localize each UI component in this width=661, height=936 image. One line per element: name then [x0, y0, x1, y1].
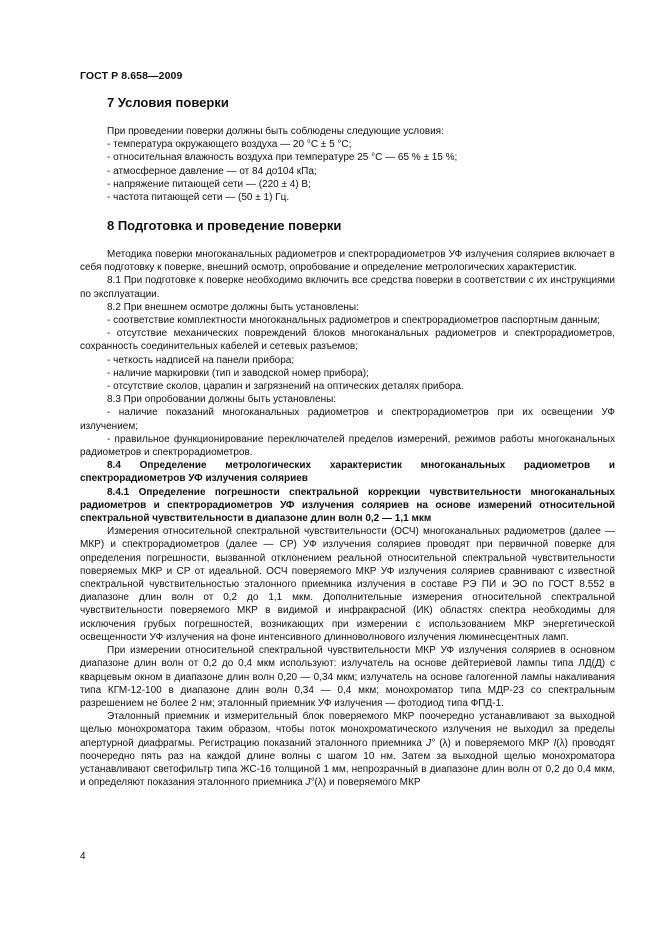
section-7-intro: При проведении поверки должны быть соблюдены следующие условия: — [107, 126, 444, 137]
procedure-text: (λ) и поверяемого МКР — [435, 737, 554, 749]
list-item: - наличие показаний многоканальных радиометров и спектрорадиометров при их освещении УФ излучением; — [80, 407, 615, 432]
paragraph-8-2: 8.2 При внешнем осмотре должны быть установлены: — [107, 301, 359, 313]
list-item: - наличие маркировки (тип и заводской номер прибора); — [107, 367, 369, 379]
list-item: - правильное функционирование переключателей пределов измерений, режимов работы многоканальных радиометров и спектрорадиометров. — [80, 433, 615, 459]
section-8-intro: Методика поверки многоканальных радиометров и спектрорадиометров УФ излучения соляриев включает в себя подготовку к поверке, внешний осмотр, опробование и определение метрологических характеристик. — [80, 249, 615, 274]
section-8-title: 8 Подготовка и проведение поверки — [107, 218, 342, 233]
condition-item: - температура окружающего воздуха — 20 °С ± 5 °С; — [107, 139, 352, 151]
paragraph-8-3: 8.3 При опробовании должны быть установлены: — [107, 394, 337, 406]
procedure-text: Эталонный приемник и измерительный блок поверяемого МКР поочередно устанавливают за выходной щелью монохроматора таким образом, чтобы поток монохроматического излучения не выходил за пределы апертурной диафрагмы. Регистрацию показаний эталонного приемника — [80, 711, 615, 749]
paragraph-osch: Измерения относительной спектральной чувствительности (ОСЧ) многоканальных радиометров (далее — МКР) и спектрорадиометров (далее — СР) УФ излучения соляриев проводят при первичной поверке для определения погрешности, вызванной отклонением реальной относительной спектральной чувствительности поверяемых МКР и СР от идеальной. ОСЧ поверяемого МКР УФ излучения соляриев сравнивают с известной спектральной чувствительностью эталонного приемника излучения в составе РЭ ПИ и ЭО по ГОСТ 8.552 в диапазоне длин волн от 0,2 до 1,1 мкм. Дополнительные измерения относительной спектральной чувствительности поверяемого МКР в видимой и инфракрасной (ИК) областях спектра необходимы для исключения грубых погрешностей, возникающих при измерении с использованием МКР энергетической освещенности УФ излучения на фоне интенсивного длинноволнового излучения люминесцентных ламп. — [80, 526, 615, 643]
condition-item: - частота питающей сети — (50 ± 1) Гц. — [107, 192, 290, 204]
section-7-body — [80, 125, 615, 204]
document-header: ГОСТ Р 8.658—2009 — [80, 70, 183, 82]
condition-item: - напряжение питающей сети — (220 ± 4) В; — [107, 178, 311, 190]
paragraph-8-4-1-heading: 8.4.1 Определение погрешности спектральной коррекции чувствительности многоканальных радиометров и спектрорадиометров УФ излучения соляриев на основе измерений относительной спектральной чувствительности в диапазоне длин волн 0,2 — 1,1 мкм — [80, 486, 615, 525]
list-item: - соответствие комплектности многоканальных радиометров и спектрорадиометров паспортным данным; — [107, 315, 601, 327]
symbol-i: I — [553, 737, 557, 749]
list-item: - четкость надписей на панели прибора; — [107, 354, 295, 366]
section-8-body — [80, 248, 615, 789]
procedure-text: (λ) проводят поочередно пять раз на каждой длине волны с шагом 10 нм. Затем за выходной щелью монохроматора устанавливают светофильтр типа ЖС-16 толщиной 1 мм, непрозрачный в диапазоне длин волн от 0,2 до 0,4 мкм, и определяют показания эталонного приемника — [80, 737, 615, 789]
procedure-text: (λ) и поверяемого МКР — [314, 777, 421, 789]
paragraph-8-1: 8.1 При подготовке к поверке необходимо включить все средства поверки в соответствии с их инструкциями по эксплуатации. — [80, 275, 615, 300]
condition-item: - атмосферное давление — от 84 до104 кПа; — [107, 165, 317, 177]
section-7-title: 7 Условия поверки — [107, 95, 229, 110]
page-number: 4 — [80, 851, 86, 862]
symbol-j0: J° — [305, 777, 315, 789]
list-item: - отсутствие механических повреждений блоков многоканальных радиометров и спектрорадиометров, сохранность соединительных кабелей и сетевых разъемов; — [80, 328, 615, 353]
list-item: - отсутствие сколов, царапин и загрязнений на оптических деталях прибора. — [107, 381, 464, 393]
symbol-j0: J° — [426, 737, 436, 749]
paragraph-8-4-heading: 8.4 Определение метрологических характеристик многоканальных радиометров и спектрорадиометров УФ излучения соляриев — [80, 460, 615, 485]
paragraph-measurement-setup: При измерении относительной спектральной чувствительности МКР УФ излучения соляриев в основном диапазоне длин волн от 0,2 до 0,4 мкм используют: излучатель на основе дейтериевой лампы типа ЛД(Д) с кварцевым окном в диапазоне длин волн 0,20 — 0,34 мкм; излучатель на основе галогенной лампы накаливания типа КГМ-12-100 в диапазоне длин волн 0,34 — 0,4 мкм; монохроматор типа МДР-23 со спектральным разрешением не более 2 нм; эталонный приемник УФ излучения — фотодиод типа ФПД-1. — [80, 645, 615, 709]
paragraph-procedure — [80, 710, 615, 789]
condition-item: - относительная влажность воздуха при температуре 25 °С — 65 % ± 15 %; — [107, 152, 458, 164]
